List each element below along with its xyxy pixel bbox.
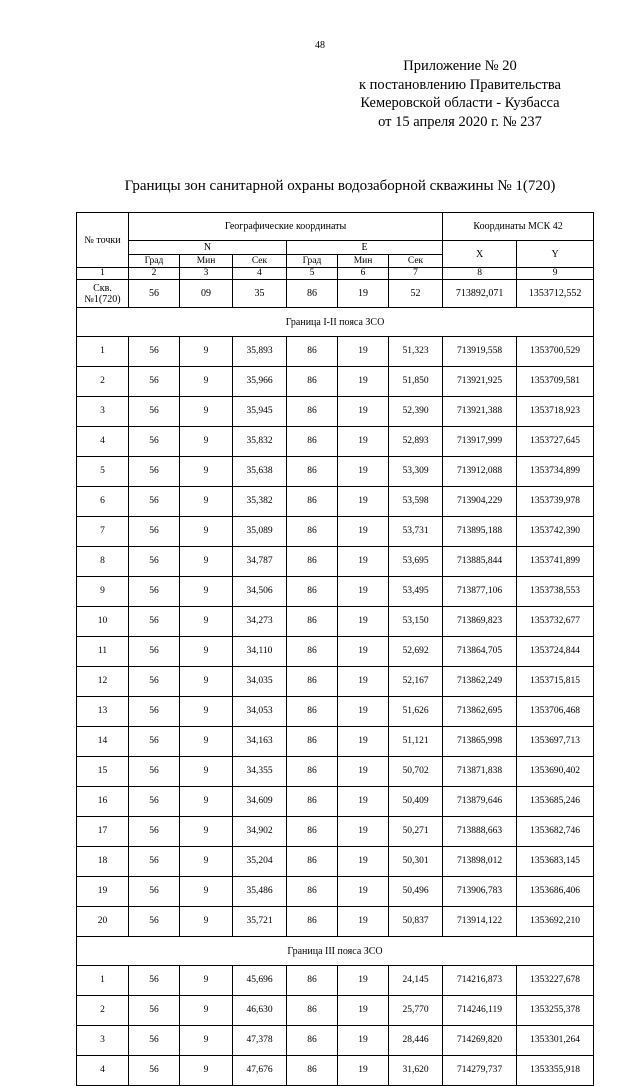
table-cell: 9 bbox=[180, 367, 233, 397]
table-cell: 19 bbox=[338, 667, 389, 697]
table-cell: 16 bbox=[77, 787, 129, 817]
table-cell: 56 bbox=[129, 397, 180, 427]
table-row bbox=[77, 397, 594, 427]
table-cell: 713862,695 bbox=[443, 697, 517, 727]
document-title: Границы зон санитарной охраны водозаборной скважины № 1(720) bbox=[124, 178, 556, 194]
table-row bbox=[77, 577, 594, 607]
table-cell: 1353732,677 bbox=[517, 607, 594, 637]
table-cell: 1353739,978 bbox=[517, 487, 594, 517]
table-cell: 51,626 bbox=[389, 697, 443, 727]
lat-seconds-header: Сек bbox=[233, 255, 287, 268]
table-cell: 19 bbox=[338, 397, 389, 427]
table-cell: 713898,012 bbox=[443, 847, 517, 877]
column-number: 9 bbox=[517, 268, 594, 280]
lon-minutes-header: Мин bbox=[338, 255, 389, 268]
table-cell: 50,496 bbox=[389, 877, 443, 907]
table-row bbox=[77, 877, 594, 907]
table-cell: 9 bbox=[180, 966, 233, 996]
table-cell: 50,702 bbox=[389, 757, 443, 787]
table-cell: 1353700,529 bbox=[517, 337, 594, 367]
table-cell: 53,695 bbox=[389, 547, 443, 577]
section-title-row bbox=[77, 308, 594, 337]
table-cell: 9 bbox=[180, 427, 233, 457]
table-cell: 713864,705 bbox=[443, 637, 517, 667]
table-cell: 56 bbox=[129, 457, 180, 487]
table-cell: 35,966 bbox=[233, 367, 287, 397]
table-row bbox=[77, 1026, 594, 1056]
table-cell: 713914,122 bbox=[443, 907, 517, 937]
table-cell: 713862,249 bbox=[443, 667, 517, 697]
table-cell: 56 bbox=[129, 337, 180, 367]
table-cell: 713895,188 bbox=[443, 517, 517, 547]
appendix-line-4: от 15 апреля 2020 г. № 237 bbox=[378, 113, 542, 130]
table-cell: 714269,820 bbox=[443, 1026, 517, 1056]
table-cell: 1353683,145 bbox=[517, 847, 594, 877]
column-number-row bbox=[77, 268, 594, 280]
table-cell: 56 bbox=[129, 1026, 180, 1056]
header-row-1 bbox=[77, 213, 594, 241]
table-cell: 35,832 bbox=[233, 427, 287, 457]
table-cell: 713871,838 bbox=[443, 757, 517, 787]
table-cell: 86 bbox=[287, 577, 338, 607]
table-cell: 53,731 bbox=[389, 517, 443, 547]
table-cell: 9 bbox=[180, 457, 233, 487]
table-cell: 86 bbox=[287, 996, 338, 1026]
table-cell: 19 bbox=[338, 457, 389, 487]
table-cell: 713912,088 bbox=[443, 457, 517, 487]
table-cell: 34,787 bbox=[233, 547, 287, 577]
table-cell: 53,309 bbox=[389, 457, 443, 487]
table-cell: 52,167 bbox=[389, 667, 443, 697]
table-cell: 47,676 bbox=[233, 1056, 287, 1086]
page-number: 48 bbox=[315, 40, 325, 51]
table-cell: 9 bbox=[180, 607, 233, 637]
table-cell: 1353742,390 bbox=[517, 517, 594, 547]
table-cell: 1353706,468 bbox=[517, 697, 594, 727]
table-cell: 56 bbox=[129, 547, 180, 577]
table-cell: 713904,229 bbox=[443, 487, 517, 517]
table-cell: 28,446 bbox=[389, 1026, 443, 1056]
table-cell: 50,409 bbox=[389, 787, 443, 817]
table-cell: 86 bbox=[287, 847, 338, 877]
well-cell: 86 bbox=[287, 280, 338, 308]
table-row bbox=[77, 727, 594, 757]
table-cell: 1353724,844 bbox=[517, 637, 594, 667]
well-cell: 09 bbox=[180, 280, 233, 308]
header-row-2 bbox=[77, 241, 594, 255]
table-cell: 1 bbox=[77, 337, 129, 367]
table-cell: 25,770 bbox=[389, 996, 443, 1026]
table-cell: 56 bbox=[129, 577, 180, 607]
table-cell: 19 bbox=[77, 877, 129, 907]
table-cell: 3 bbox=[77, 1026, 129, 1056]
table-row bbox=[77, 367, 594, 397]
table-cell: 1353227,678 bbox=[517, 966, 594, 996]
appendix-line-3: Кемеровской области - Кузбасса bbox=[360, 95, 560, 111]
table-cell: 9 bbox=[180, 667, 233, 697]
table-cell: 19 bbox=[338, 577, 389, 607]
table-cell: 19 bbox=[338, 337, 389, 367]
column-number: 6 bbox=[338, 268, 389, 280]
table-cell: 56 bbox=[129, 427, 180, 457]
table-cell: 1353301,264 bbox=[517, 1026, 594, 1056]
table-cell: 1353718,923 bbox=[517, 397, 594, 427]
table-cell: 713888,663 bbox=[443, 817, 517, 847]
table-cell: 9 bbox=[180, 397, 233, 427]
table-cell: 713921,388 bbox=[443, 397, 517, 427]
table-cell: 3 bbox=[77, 397, 129, 427]
lat-degrees-header: Град bbox=[129, 255, 180, 268]
table-cell: 86 bbox=[287, 487, 338, 517]
table-cell: 20 bbox=[77, 907, 129, 937]
table-cell: 56 bbox=[129, 487, 180, 517]
table-cell: 9 bbox=[180, 787, 233, 817]
table-cell: 1353709,581 bbox=[517, 367, 594, 397]
table-cell: 17 bbox=[77, 817, 129, 847]
table-cell: 86 bbox=[287, 457, 338, 487]
table-cell: 56 bbox=[129, 1056, 180, 1086]
table-cell: 9 bbox=[77, 577, 129, 607]
table-cell: 86 bbox=[287, 517, 338, 547]
section-title: Граница III пояса ЗСО bbox=[77, 937, 594, 966]
table-cell: 86 bbox=[287, 547, 338, 577]
table-cell: 9 bbox=[180, 1026, 233, 1056]
table-cell: 1353355,918 bbox=[517, 1056, 594, 1086]
table-cell: 35,204 bbox=[233, 847, 287, 877]
table-cell: 15 bbox=[77, 757, 129, 787]
table-cell: 8 bbox=[77, 547, 129, 577]
table-cell: 86 bbox=[287, 697, 338, 727]
table-cell: 86 bbox=[287, 787, 338, 817]
well-cell: 1353712,552 bbox=[517, 280, 594, 308]
table-cell: 19 bbox=[338, 607, 389, 637]
well-label-cell: Скв. №1(720) bbox=[77, 280, 129, 308]
table-cell: 713917,999 bbox=[443, 427, 517, 457]
table-cell: 13 bbox=[77, 697, 129, 727]
table-cell: 9 bbox=[180, 817, 233, 847]
table-cell: 45,696 bbox=[233, 966, 287, 996]
table-cell: 1353682,746 bbox=[517, 817, 594, 847]
table-cell: 1353715,815 bbox=[517, 667, 594, 697]
table-cell: 56 bbox=[129, 727, 180, 757]
lon-seconds-header: Сек bbox=[389, 255, 443, 268]
table-cell: 34,110 bbox=[233, 637, 287, 667]
table-cell: 56 bbox=[129, 787, 180, 817]
table-row bbox=[77, 1056, 594, 1086]
table-cell: 9 bbox=[180, 996, 233, 1026]
well-cell: 19 bbox=[338, 280, 389, 308]
table-cell: 1353741,899 bbox=[517, 547, 594, 577]
section-title-row bbox=[77, 937, 594, 966]
msk-coordinates-header: Координаты МСК 42 bbox=[443, 213, 594, 241]
column-number: 7 bbox=[389, 268, 443, 280]
table-row bbox=[77, 667, 594, 697]
table-row bbox=[77, 907, 594, 937]
table-cell: 35,945 bbox=[233, 397, 287, 427]
table-cell: 713879,646 bbox=[443, 787, 517, 817]
table-cell: 53,598 bbox=[389, 487, 443, 517]
table-cell: 1353697,713 bbox=[517, 727, 594, 757]
table-cell: 51,323 bbox=[389, 337, 443, 367]
table-cell: 713865,998 bbox=[443, 727, 517, 757]
table-row bbox=[77, 817, 594, 847]
table-cell: 86 bbox=[287, 607, 338, 637]
table-cell: 19 bbox=[338, 697, 389, 727]
table-cell: 56 bbox=[129, 667, 180, 697]
geo-coordinates-header: Географические координаты bbox=[129, 213, 443, 241]
table-cell: 56 bbox=[129, 637, 180, 667]
table-row bbox=[77, 697, 594, 727]
table-cell: 19 bbox=[338, 637, 389, 667]
table-cell: 86 bbox=[287, 757, 338, 787]
well-cell: 52 bbox=[389, 280, 443, 308]
table-row bbox=[77, 787, 594, 817]
well-cell: 56 bbox=[129, 280, 180, 308]
table-cell: 9 bbox=[180, 757, 233, 787]
table-cell: 5 bbox=[77, 457, 129, 487]
table-cell: 9 bbox=[180, 727, 233, 757]
appendix-header bbox=[340, 57, 580, 131]
table-cell: 1353692,210 bbox=[517, 907, 594, 937]
table-cell: 86 bbox=[287, 337, 338, 367]
table-cell: 9 bbox=[180, 877, 233, 907]
table-cell: 86 bbox=[287, 667, 338, 697]
column-number: 3 bbox=[180, 268, 233, 280]
table-cell: 19 bbox=[338, 787, 389, 817]
table-cell: 51,121 bbox=[389, 727, 443, 757]
table-cell: 9 bbox=[180, 637, 233, 667]
table-cell: 19 bbox=[338, 1056, 389, 1086]
table-row bbox=[77, 457, 594, 487]
table-cell: 35,638 bbox=[233, 457, 287, 487]
table-cell: 11 bbox=[77, 637, 129, 667]
table-cell: 713906,783 bbox=[443, 877, 517, 907]
latitude-header: N bbox=[129, 241, 287, 255]
table-cell: 86 bbox=[287, 907, 338, 937]
table-cell: 9 bbox=[180, 847, 233, 877]
table-cell: 86 bbox=[287, 397, 338, 427]
table-cell: 86 bbox=[287, 1056, 338, 1086]
column-number: 5 bbox=[287, 268, 338, 280]
table-cell: 714246,119 bbox=[443, 996, 517, 1026]
table-cell: 9 bbox=[180, 517, 233, 547]
section-title: Граница I-II пояса ЗСО bbox=[77, 308, 594, 337]
table-cell: 19 bbox=[338, 907, 389, 937]
x-header: X bbox=[443, 241, 517, 268]
table-cell: 9 bbox=[180, 487, 233, 517]
table-cell: 714279,737 bbox=[443, 1056, 517, 1086]
table-cell: 50,837 bbox=[389, 907, 443, 937]
longitude-header: E bbox=[287, 241, 443, 255]
table-cell: 34,035 bbox=[233, 667, 287, 697]
table-cell: 713877,106 bbox=[443, 577, 517, 607]
table-cell: 56 bbox=[129, 817, 180, 847]
well-row bbox=[77, 280, 594, 308]
table-cell: 35,382 bbox=[233, 487, 287, 517]
well-cell: 713892,071 bbox=[443, 280, 517, 308]
table-cell: 7 bbox=[77, 517, 129, 547]
table-cell: 34,355 bbox=[233, 757, 287, 787]
table-cell: 18 bbox=[77, 847, 129, 877]
table-cell: 9 bbox=[180, 577, 233, 607]
table-cell: 31,620 bbox=[389, 1056, 443, 1086]
table-cell: 2 bbox=[77, 367, 129, 397]
table-cell: 34,273 bbox=[233, 607, 287, 637]
table-cell: 47,378 bbox=[233, 1026, 287, 1056]
table-cell: 34,902 bbox=[233, 817, 287, 847]
table-cell: 56 bbox=[129, 907, 180, 937]
table-cell: 19 bbox=[338, 877, 389, 907]
table-cell: 1353734,899 bbox=[517, 457, 594, 487]
table-cell: 19 bbox=[338, 727, 389, 757]
table-cell: 6 bbox=[77, 487, 129, 517]
column-number: 2 bbox=[129, 268, 180, 280]
table-cell: 52,390 bbox=[389, 397, 443, 427]
table-row bbox=[77, 996, 594, 1026]
table-cell: 56 bbox=[129, 757, 180, 787]
table-cell: 34,609 bbox=[233, 787, 287, 817]
y-header: Y bbox=[517, 241, 594, 268]
table-cell: 56 bbox=[129, 607, 180, 637]
table-cell: 35,893 bbox=[233, 337, 287, 367]
table-cell: 19 bbox=[338, 427, 389, 457]
table-row bbox=[77, 427, 594, 457]
table-cell: 35,486 bbox=[233, 877, 287, 907]
table-cell: 56 bbox=[129, 966, 180, 996]
table-row bbox=[77, 517, 594, 547]
table-cell: 51,850 bbox=[389, 367, 443, 397]
table-cell: 1353727,645 bbox=[517, 427, 594, 457]
well-cell: 35 bbox=[233, 280, 287, 308]
table-cell: 50,271 bbox=[389, 817, 443, 847]
point-number-header: № точки bbox=[77, 213, 129, 268]
table-cell: 86 bbox=[287, 817, 338, 847]
table-cell: 56 bbox=[129, 847, 180, 877]
table-row bbox=[77, 847, 594, 877]
table-cell: 1353686,406 bbox=[517, 877, 594, 907]
table-cell: 86 bbox=[287, 427, 338, 457]
table-cell: 34,163 bbox=[233, 727, 287, 757]
coordinates-table bbox=[76, 212, 594, 1086]
column-number: 4 bbox=[233, 268, 287, 280]
table-cell: 86 bbox=[287, 877, 338, 907]
table-cell: 52,692 bbox=[389, 637, 443, 667]
column-number: 1 bbox=[77, 268, 129, 280]
table-row bbox=[77, 757, 594, 787]
table-cell: 9 bbox=[180, 697, 233, 727]
table-cell: 19 bbox=[338, 517, 389, 547]
table-cell: 1353685,246 bbox=[517, 787, 594, 817]
table-row bbox=[77, 487, 594, 517]
table-cell: 53,495 bbox=[389, 577, 443, 607]
table-cell: 86 bbox=[287, 727, 338, 757]
table-cell: 56 bbox=[129, 697, 180, 727]
table-cell: 35,721 bbox=[233, 907, 287, 937]
appendix-line-1: Приложение № 20 bbox=[403, 58, 517, 74]
table-cell: 53,150 bbox=[389, 607, 443, 637]
table-cell: 10 bbox=[77, 607, 129, 637]
table-cell: 713919,558 bbox=[443, 337, 517, 367]
table-cell: 19 bbox=[338, 367, 389, 397]
table-cell: 1353738,553 bbox=[517, 577, 594, 607]
table-cell: 86 bbox=[287, 637, 338, 667]
table-cell: 52,893 bbox=[389, 427, 443, 457]
table-cell: 9 bbox=[180, 337, 233, 367]
table-cell: 1 bbox=[77, 966, 129, 996]
table-cell: 86 bbox=[287, 966, 338, 996]
table-cell: 50,301 bbox=[389, 847, 443, 877]
table-cell: 714216,873 bbox=[443, 966, 517, 996]
table-cell: 4 bbox=[77, 427, 129, 457]
table-cell: 86 bbox=[287, 367, 338, 397]
table-cell: 713885,844 bbox=[443, 547, 517, 577]
table-cell: 34,506 bbox=[233, 577, 287, 607]
table-cell: 34,053 bbox=[233, 697, 287, 727]
lat-minutes-header: Мин bbox=[180, 255, 233, 268]
table-cell: 19 bbox=[338, 996, 389, 1026]
table-cell: 19 bbox=[338, 966, 389, 996]
table-row bbox=[77, 637, 594, 667]
table-cell: 12 bbox=[77, 667, 129, 697]
appendix-line-2: к постановлению Правительства bbox=[359, 76, 561, 93]
table-cell: 56 bbox=[129, 367, 180, 397]
table-cell: 19 bbox=[338, 1026, 389, 1056]
table-cell: 35,089 bbox=[233, 517, 287, 547]
table-cell: 1353255,378 bbox=[517, 996, 594, 1026]
table-cell: 19 bbox=[338, 547, 389, 577]
table-cell: 2 bbox=[77, 996, 129, 1026]
table-cell: 9 bbox=[180, 547, 233, 577]
lon-degrees-header: Град bbox=[287, 255, 338, 268]
table-cell: 19 bbox=[338, 757, 389, 787]
table-cell: 14 bbox=[77, 727, 129, 757]
table-cell: 19 bbox=[338, 847, 389, 877]
table-cell: 9 bbox=[180, 1056, 233, 1086]
table-row bbox=[77, 337, 594, 367]
table-cell: 56 bbox=[129, 877, 180, 907]
table-cell: 9 bbox=[180, 907, 233, 937]
table-row bbox=[77, 547, 594, 577]
table-row bbox=[77, 966, 594, 996]
table-cell: 19 bbox=[338, 487, 389, 517]
table-cell: 56 bbox=[129, 996, 180, 1026]
table-cell: 713921,925 bbox=[443, 367, 517, 397]
table-cell: 713869,823 bbox=[443, 607, 517, 637]
table-cell: 4 bbox=[77, 1056, 129, 1086]
table-row bbox=[77, 607, 594, 637]
table-cell: 1353690,402 bbox=[517, 757, 594, 787]
table-cell: 56 bbox=[129, 517, 180, 547]
table-cell: 19 bbox=[338, 817, 389, 847]
table-cell: 86 bbox=[287, 1026, 338, 1056]
table-cell: 24,145 bbox=[389, 966, 443, 996]
column-number: 8 bbox=[443, 268, 517, 280]
table-cell: 46,630 bbox=[233, 996, 287, 1026]
